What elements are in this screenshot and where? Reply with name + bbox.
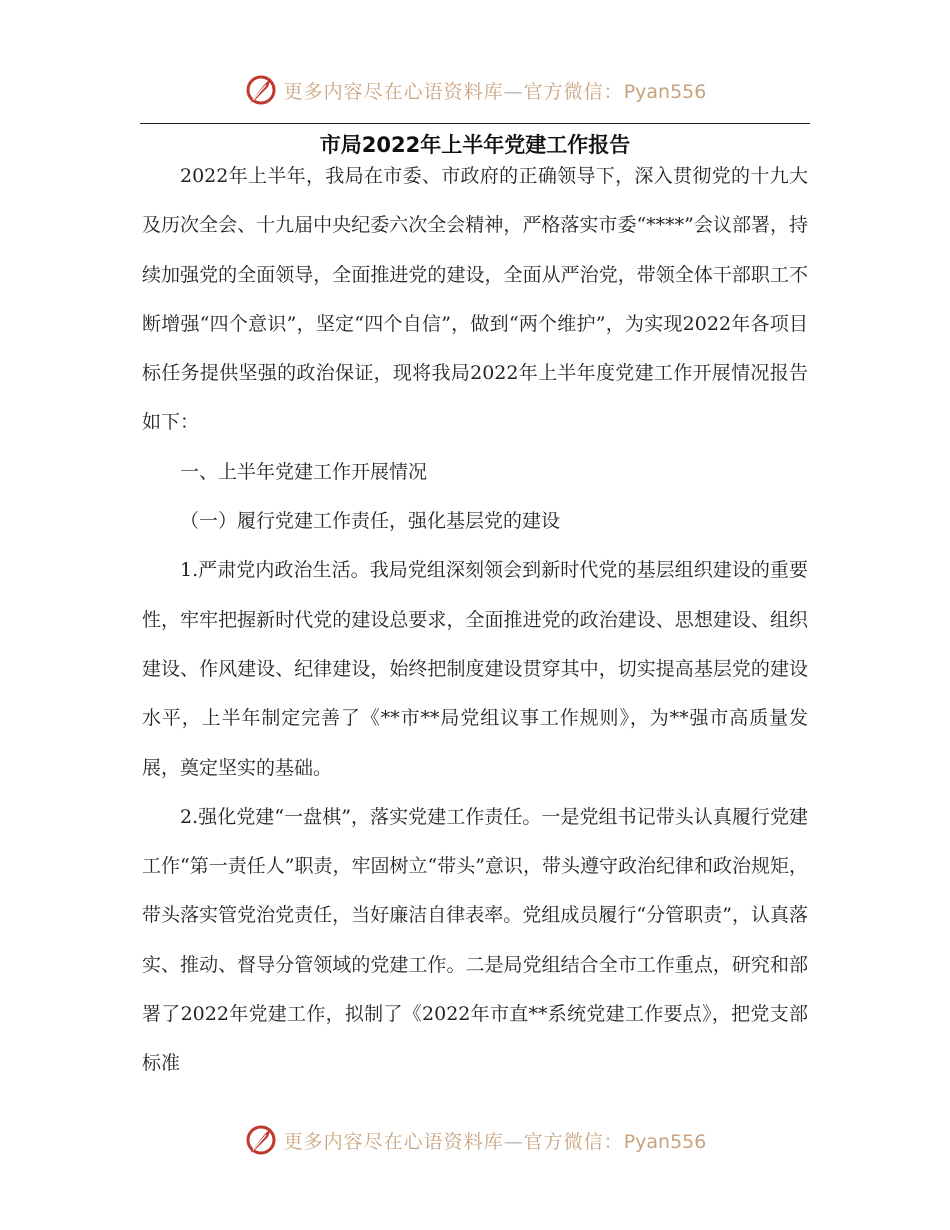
- paragraph-item-2: 2.强化党建“一盘棋”，落实党建工作责任。一是党组书记带头认真履行党建工作“第一责任人”职责，牢固树立“带头”意识，带头遵守政治纪律和政治规矩，带头落实管党治党责任，当好廉洁自律表率。党组成员履行“分管职责”，认真落实、推动、督导分管领域的党建工作。二是局党组结合全市工作重点，研究和部署了2022年党建工作，拟制了《2022年市直**系统党建工作要点》，把党支部标准: [142, 805, 808, 1075]
- section-heading: 一、上半年党建工作开展情况: [180, 460, 428, 483]
- document-title: 市局2022年上半年党建工作报告: [319, 133, 631, 157]
- paragraph-item-1: 1.严肃党内政治生活。我局党组深刻领会到新时代党的基层组织建设的重要性，牢牢把握新时代党的建设总要求，全面推进党的政治建设、思想建设、组织建设、作风建设、纪律建设，始终把制度建设贯穿其中，切实提高基层党的建设水平，上半年制定完善了《**市**局党组议事工作规则》，为**强市高质量发展，奠定坚实的基础。: [142, 559, 808, 779]
- banner-text: 更多内容尽在心语资料库—官方微信：Pyan556: [283, 80, 707, 103]
- paragraph-intro: 2022年上半年，我局在市委、市政府的正确领导下，深入贯彻党的十九大及历次全会、十九届中央纪委六次全会精神，严格落实市委“****”会议部署，持续加强党的全面领导，全面推进党的建设，全面从严治党，带领全体干部职工不断增强“四个意识”，坚定“四个自信”，做到“两个维护”，为实现2022年各项目标任务提供坚强的政治保证，现将我局2022年上半年度党建工作开展情况报告如下：: [142, 165, 808, 434]
- document-body: [142, 152, 808, 1089]
- header-banner: [0, 70, 950, 110]
- banner-text: 更多内容尽在心语资料库—官方微信：Pyan556: [283, 1130, 707, 1153]
- footer-banner: [0, 1120, 950, 1160]
- header-rule: [140, 123, 810, 124]
- quill-logo-icon: [244, 73, 278, 107]
- quill-logo-icon: [244, 1123, 278, 1157]
- subsection-heading: （一）履行党建工作责任，强化基层党的建设: [180, 510, 561, 533]
